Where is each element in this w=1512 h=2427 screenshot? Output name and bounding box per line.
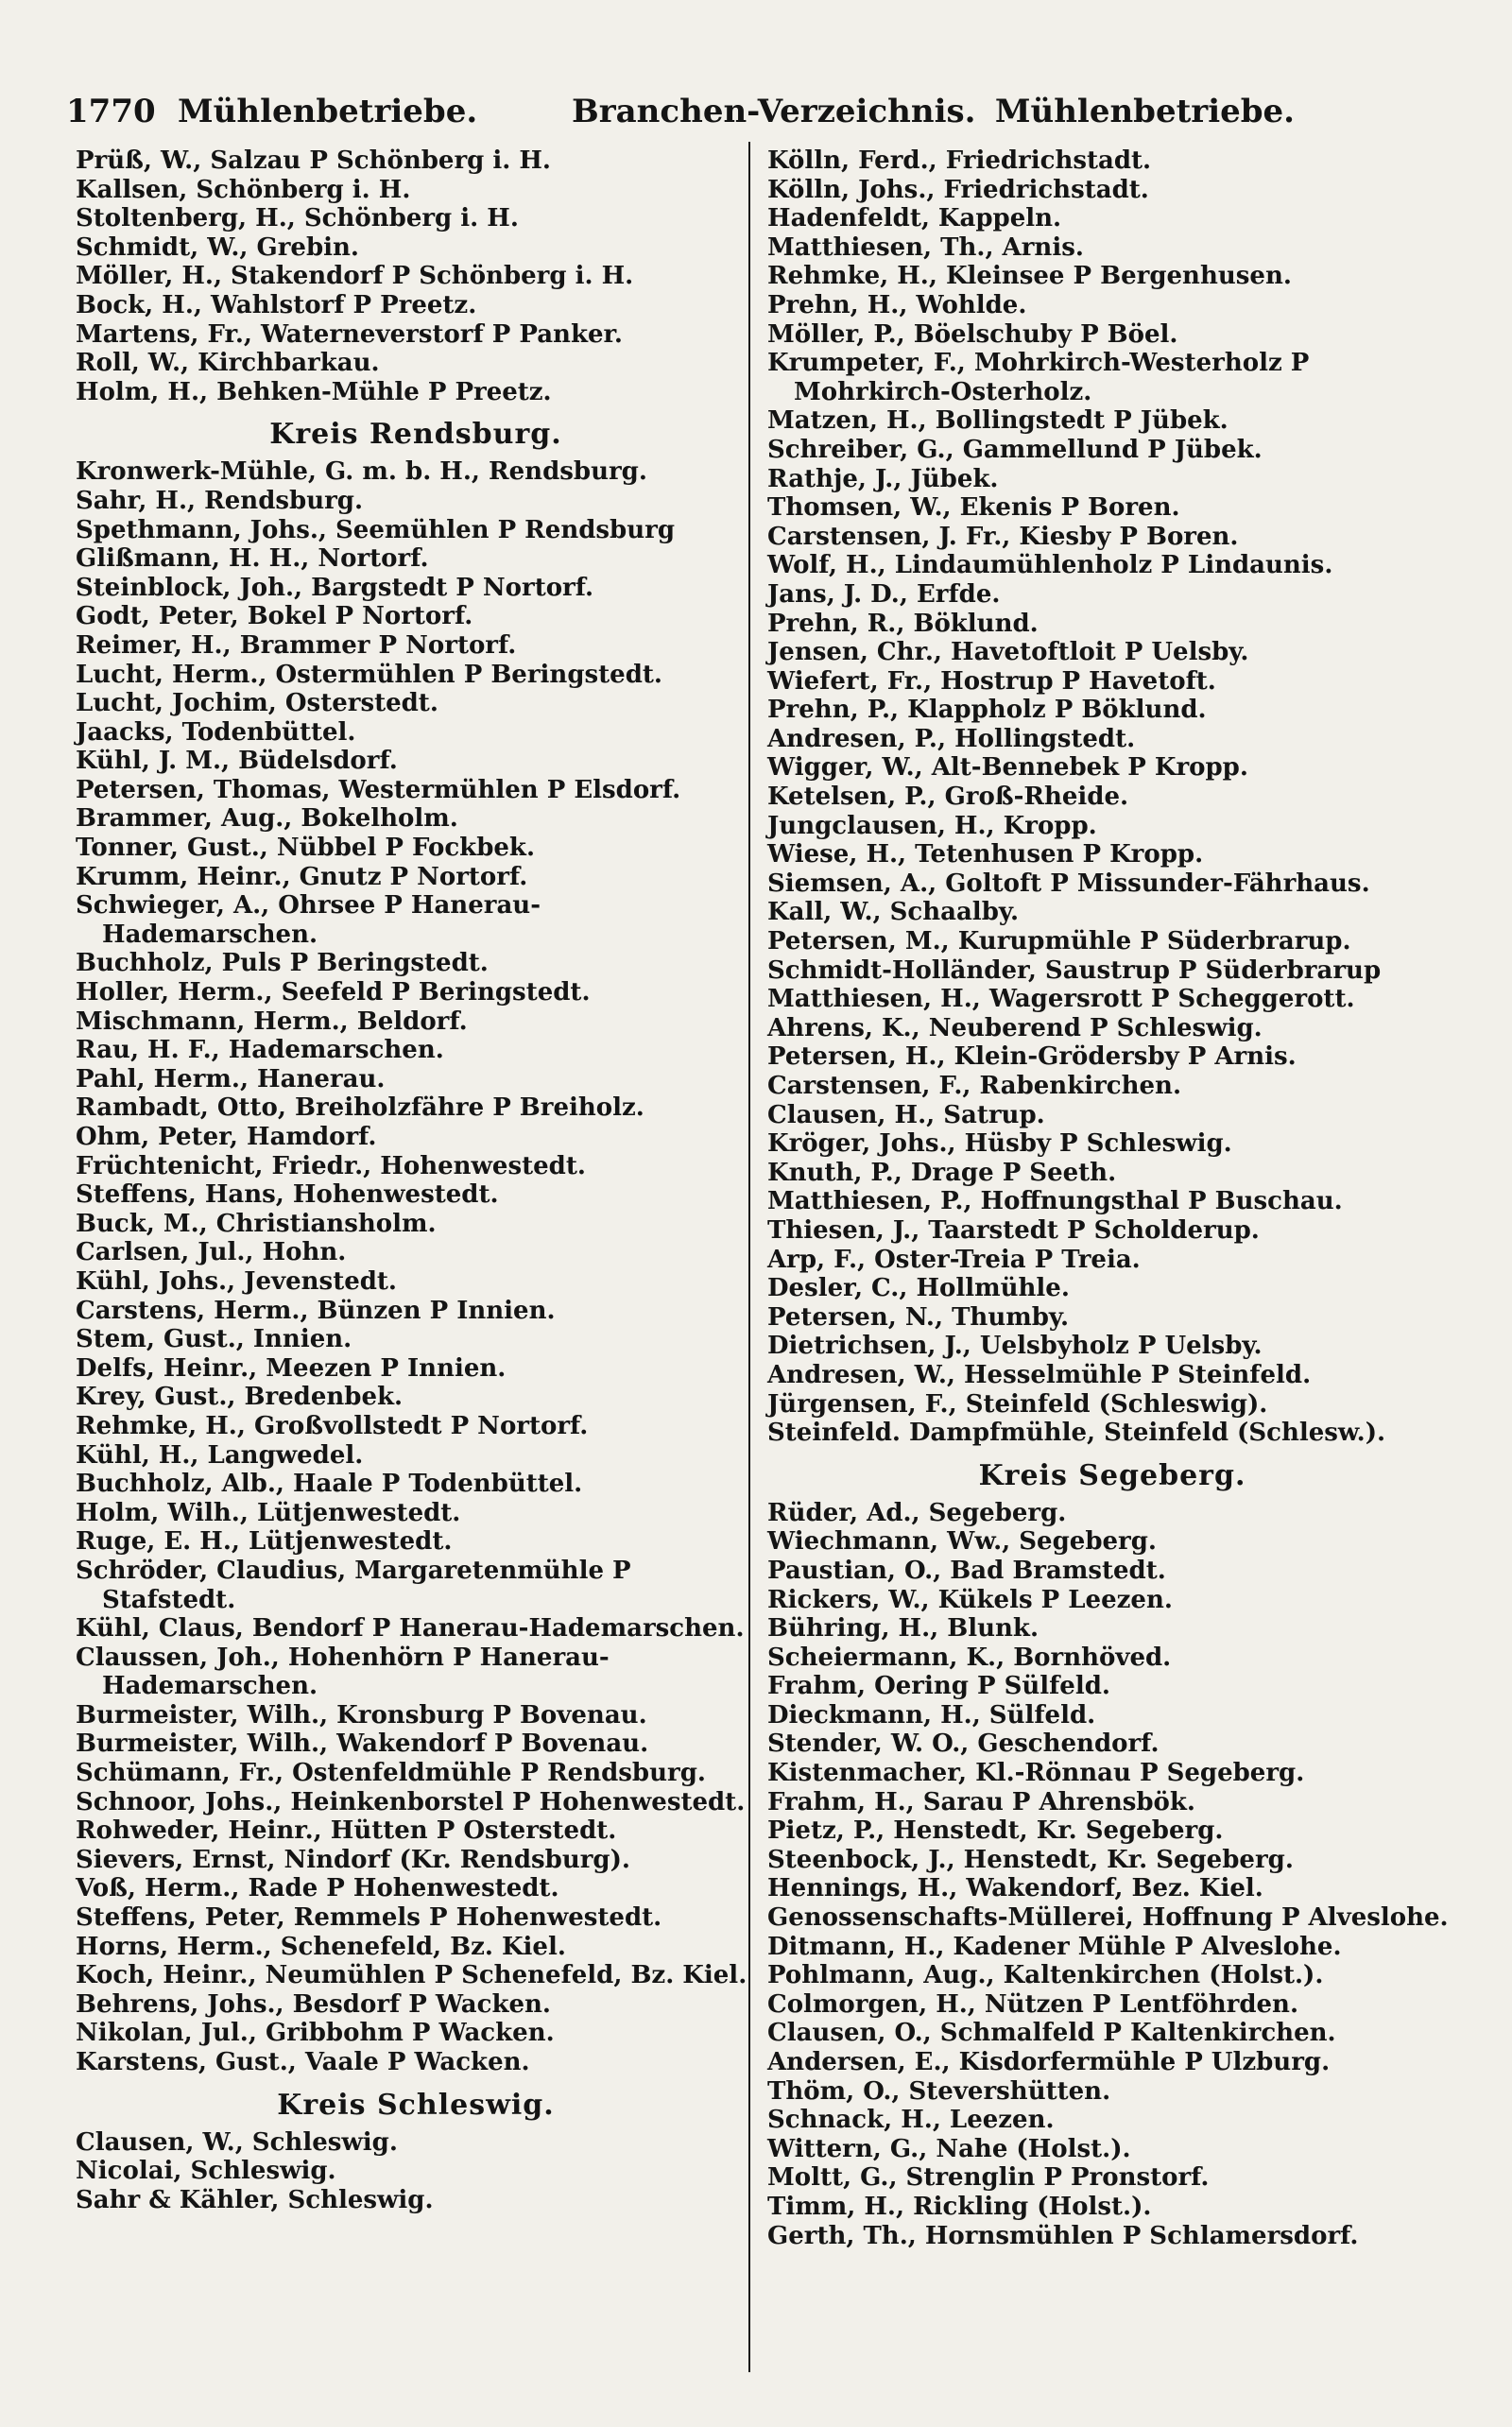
directory-entry: Glißmann, H. H., Nortorf. [76, 544, 429, 574]
directory-entry: Möller, H., Stakendorf P Schönberg i. H. [76, 262, 634, 291]
directory-entry: Brammer, Aug., Bokelholm. [76, 804, 458, 834]
directory-entry: Paustian, O., Bad Bramstedt. [767, 1556, 1166, 1585]
directory-entry: Roll, W., Kirchbarkau. [76, 349, 380, 378]
directory-entry: Holler, Herm., Seefeld P Beringstedt. [76, 978, 591, 1007]
directory-entry: Lucht, Jochim, Osterstedt. [76, 689, 438, 718]
directory-entry: Jensen, Chr., Havetoftloit P Uelsby. [767, 638, 1249, 667]
directory-entry: Desler, C., Hollmühle. [767, 1274, 1070, 1303]
directory-entry: Horns, Herm., Schenefeld, Bz. Kiel. [76, 1932, 566, 1961]
directory-entry: Wigger, W., Alt-Bennebek P Kropp. [767, 753, 1248, 783]
directory-entry: Andresen, P., Hollingstedt. [767, 724, 1136, 753]
directory-entry: Thomsen, W., Ekenis P Boren. [767, 493, 1180, 523]
directory-entry: Prüß, W., Salzau P Schönberg i. H. [76, 146, 551, 175]
directory-entry: Carstensen, J. Fr., Kiesby P Boren. [767, 522, 1239, 551]
directory-entry: Petersen, M., Kurupmühle P Süderbrarup. [767, 927, 1351, 956]
directory-entry: Schröder, Claudius, Margaretenmühle P Stafstedt. [76, 1556, 631, 1614]
directory-entry: Buchholz, Puls P Beringstedt. [76, 949, 489, 978]
directory-entry: Martens, Fr., Waterneverstorf P Panker. [76, 319, 623, 349]
directory-entry: Carlsen, Jul., Hohn. [76, 1238, 347, 1267]
directory-entry: Krumm, Heinr., Gnutz P Nortorf. [76, 862, 528, 891]
directory-entry: Ketelsen, P., Groß-Rheide. [767, 783, 1129, 812]
directory-entry: Jaacks, Todenbüttel. [76, 717, 356, 747]
left-column [76, 146, 756, 2214]
directory-entry: Delfs, Heinr., Meezen P Innien. [76, 1353, 507, 1383]
directory-entry: Sahr, H., Rendsburg. [76, 486, 364, 515]
directory-entry: Rohweder, Heinr., Hütten P Osterstedt. [76, 1816, 617, 1846]
directory-entry: Genossenschafts-Müllerei, Hoffnung P Alveslohe. [767, 1903, 1449, 1933]
directory-entry: Schnack, H., Leezen. [767, 2106, 1055, 2135]
directory-entry: Jans, J. D., Erfde. [767, 579, 1001, 609]
directory-entry: Colmorgen, H., Nützen P Lentföhrden. [767, 1989, 1298, 2019]
directory-entry: Steinblock, Joh., Bargstedt P Nortorf. [76, 573, 594, 602]
directory-entry: Petersen, N., Thumby. [767, 1302, 1070, 1332]
directory-entry: Frahm, Oering P Sülfeld. [767, 1672, 1110, 1701]
directory-entry: Arp, F., Oster-Treia P Treia. [767, 1245, 1141, 1274]
directory-entry: Wolf, H., Lindaumühlenholz P Lindaunis. [767, 551, 1333, 580]
directory-entry: Matthiesen, Th., Arnis. [767, 232, 1084, 262]
directory-entry: Kühl, H., Langwedel. [76, 1440, 364, 1470]
section-title-left: Mühlenbetriebe. [178, 93, 478, 130]
directory-entry: Kühl, J. M., Büdelsdorf. [76, 747, 398, 776]
directory-entry: Schwieger, A., Ohrsee P Hanerau-Hademarschen. [76, 891, 541, 949]
page-header [66, 87, 1295, 136]
directory-entry: Kölln, Ferd., Friedrichstadt. [767, 146, 1152, 175]
directory-entry: Wiese, H., Tetenhusen P Kropp. [767, 840, 1204, 869]
directory-entry: Buck, M., Christiansholm. [76, 1209, 437, 1238]
directory-entry: Clausen, H., Satrup. [767, 1100, 1045, 1129]
directory-entry: Godt, Peter, Bokel P Nortorf. [76, 602, 473, 631]
directory-entry: Ohm, Peter, Hamdorf. [76, 1123, 377, 1151]
directory-entry: Schreiber, G., Gammellund P Jübek. [767, 435, 1263, 464]
directory-entry: Wittern, G., Nahe (Holst.). [767, 2134, 1131, 2163]
directory-entry: Wiefert, Fr., Hostrup P Havetoft. [767, 666, 1216, 696]
directory-entry: Früchtenicht, Friedr., Hohenwestedt. [76, 1151, 586, 1180]
section-title-right: Mühlenbetriebe. [994, 93, 1295, 130]
directory-entry: Krey, Gust., Bredenbek. [76, 1383, 404, 1412]
directory-entry: Ruge, E. H., Lütjenwestedt. [76, 1527, 453, 1557]
directory-entry: Stender, W. O., Geschendorf. [767, 1730, 1160, 1759]
directory-entry: Rüder, Ad., Segeberg. [767, 1498, 1067, 1527]
directory-entry: Kallsen, Schönberg i. H. [76, 175, 411, 204]
directory-entry: Lucht, Herm., Ostermühlen P Beringstedt. [76, 660, 662, 689]
directory-entry: Schmidt-Holländer, Saustrup P Süderbrarup [767, 955, 1382, 985]
directory-entry: Andresen, W., Hesselmühle P Steinfeld. [767, 1360, 1312, 1389]
directory-entry: Clausen, O., Schmalfeld P Kaltenkirchen. [767, 2019, 1336, 2048]
directory-entry: Petersen, H., Klein-Grödersby P Arnis. [767, 1042, 1297, 1072]
directory-entry: Holm, H., Behken-Mühle P Preetz. [76, 377, 552, 406]
directory-entry: Kühl, Claus, Bendorf P Hanerau-Hademarschen. [76, 1614, 745, 1644]
directory-entry: Hadenfeldt, Kappeln. [767, 204, 1062, 233]
directory-entry: Jürgensen, F., Steinfeld (Schleswig). [767, 1389, 1268, 1419]
directory-entry: Pietz, P., Henstedt, Kr. Segeberg. [767, 1816, 1224, 1846]
directory-entry: Kistenmacher, Kl.-Rönnau P Segeberg. [767, 1759, 1305, 1788]
directory-entry: Rickers, W., Kükels P Leezen. [767, 1585, 1173, 1614]
directory-entry: Hennings, H., Wakendorf, Bez. Kiel. [767, 1874, 1263, 1903]
directory-entry: Carstens, Herm., Bünzen P Innien. [76, 1296, 556, 1325]
district-heading: Kreis Rendsburg. [269, 418, 562, 452]
directory-entry: Kall, W., Schaalby. [767, 898, 1020, 927]
directory-entry: Koch, Heinr., Neumühlen P Schenefeld, Bz. Kiel. [76, 1961, 747, 1990]
directory-entry: Pahl, Herm., Hanerau. [76, 1064, 386, 1093]
directory-entry: Schümann, Fr., Ostenfeldmühle P Rendsburg. [76, 1759, 706, 1788]
directory-entry: Kölln, Johs., Friedrichstadt. [767, 175, 1149, 204]
directory-entry: Stoltenberg, H., Schönberg i. H. [76, 204, 519, 233]
directory-title: Branchen-Verzeichnis. [572, 93, 976, 130]
directory-entry: Thöm, O., Stevershütten. [767, 2076, 1111, 2106]
directory-entry: Timm, H., Rickling (Holst.). [767, 2192, 1152, 2221]
directory-entry: Petersen, Thomas, Westermühlen P Elsdorf. [76, 775, 681, 804]
directory-entry: Matthiesen, P., Hoffnungsthal P Buschau. [767, 1187, 1343, 1216]
directory-entry: Reimer, H., Brammer P Nortorf. [76, 630, 517, 660]
directory-entry: Frahm, H., Sarau P Ahrensbök. [767, 1787, 1195, 1816]
directory-entry: Nikolan, Jul., Gribbohm P Wacken. [76, 2019, 555, 2048]
directory-entry: Clausen, W., Schleswig. [76, 2127, 398, 2157]
directory-entry: Rathje, J., Jübek. [767, 464, 999, 493]
directory-entry: Sahr & Kähler, Schleswig. [76, 2185, 434, 2214]
directory-entry: Rehmke, H., Kleinsee P Bergenhusen. [767, 262, 1292, 291]
directory-entry: Krumpeter, F., Mohrkirch-Westerholz P Mohrkirch-Osterholz. [767, 349, 1310, 406]
directory-entry: Kronwerk-Mühle, G. m. b. H., Rendsburg. [76, 457, 647, 487]
directory-entry: Sievers, Ernst, Nindorf (Kr. Rendsburg). [76, 1845, 630, 1874]
directory-entry: Carstensen, F., Rabenkirchen. [767, 1072, 1182, 1100]
directory-entry: Holm, Wilh., Lütjenwestedt. [76, 1498, 461, 1527]
directory-entry: Prehn, R., Böklund. [767, 609, 1039, 638]
directory-entry: Bock, H., Wahlstorf P Preetz. [76, 290, 477, 319]
directory-entry: Behrens, Johs., Besdorf P Wacken. [76, 1989, 551, 2019]
directory-entry: Rehmke, H., Großvollstedt P Nortorf. [76, 1411, 589, 1440]
directory-entry: Steinfeld. Dampfmühle, Steinfeld (Schlesw.). [767, 1419, 1386, 1448]
directory-entry: Nicolai, Schleswig. [76, 2157, 336, 2186]
page-number: 1770 [66, 93, 156, 130]
directory-entry: Matzen, H., Bollingstedt P Jübek. [767, 406, 1228, 436]
directory-entry: Möller, P., Böelschuby P Böel. [767, 319, 1178, 349]
directory-entry: Steffens, Hans, Hohenwestedt. [76, 1180, 499, 1210]
directory-entry: Steenbock, J., Henstedt, Kr. Segeberg. [767, 1845, 1294, 1874]
directory-entry: Prehn, H., Wohlde. [767, 290, 1027, 319]
directory-entry: Thiesen, J., Taarstedt P Scholderup. [767, 1215, 1260, 1245]
directory-entry: Stem, Gust., Innien. [76, 1325, 352, 1354]
directory-entry: Kühl, Johs., Jevenstedt. [76, 1266, 397, 1296]
directory-entry: Claussen, Joh., Hohenhörn P Hanerau-Hademarschen. [76, 1643, 610, 1701]
directory-entry: Gerth, Th., Hornsmühlen P Schlamersdorf. [767, 2221, 1359, 2250]
directory-entry: Buchholz, Alb., Haale P Todenbüttel. [76, 1470, 583, 1499]
right-column [767, 146, 1457, 2250]
directory-entry: Scheiermann, K., Bornhöved. [767, 1643, 1172, 1672]
directory-entry: Schnoor, Johs., Heinkenborstel P Hohenwestedt. [76, 1787, 746, 1816]
directory-entry: Kröger, Johs., Hüsby P Schleswig. [767, 1129, 1232, 1159]
directory-entry: Steffens, Peter, Remmels P Hohenwestedt. [76, 1903, 662, 1933]
directory-entry: Moltt, G., Strenglin P Pronstorf. [767, 2163, 1210, 2193]
directory-entry: Mischmann, Herm., Beldorf. [76, 1007, 468, 1036]
directory-entry: Wiechmann, Ww., Segeberg. [767, 1527, 1157, 1557]
directory-entry: Knuth, P., Drage P Seeth. [767, 1158, 1117, 1187]
directory-entry: Schmidt, W., Grebin. [76, 232, 359, 262]
directory-entry: Dieckmann, H., Sülfeld. [767, 1700, 1096, 1730]
directory-entry: Bühring, H., Blunk. [767, 1614, 1039, 1644]
directory-entry: Tonner, Gust., Nübbel P Fockbek. [76, 834, 535, 863]
directory-entry: Dietrichsen, J., Uelsbyholz P Uelsby. [767, 1332, 1263, 1361]
directory-entry: Matthiesen, H., Wagersrott P Scheggerott. [767, 985, 1355, 1014]
directory-entry: Siemsen, A., Goltoft P Missunder-Fährhaus. [767, 869, 1370, 898]
directory-entry: Prehn, P., Klappholz P Böklund. [767, 696, 1207, 725]
directory-entry: Rambadt, Otto, Breiholzfähre P Breiholz. [76, 1093, 644, 1123]
directory-entry: Burmeister, Wilh., Wakendorf P Bovenau. [76, 1730, 649, 1759]
directory-entry: Andersen, E., Kisdorfermühle P Ulzburg. [767, 2048, 1331, 2076]
directory-entry: Rau, H. F., Hademarschen. [76, 1036, 444, 1065]
directory-entry: Karstens, Gust., Vaale P Wacken. [76, 2048, 530, 2076]
district-heading: Kreis Schleswig. [277, 2088, 555, 2122]
directory-entry: Jungclausen, H., Kropp. [767, 811, 1097, 840]
directory-entry: Spethmann, Johs., Seemühlen P Rendsburg [76, 515, 676, 544]
directory-entry: Ditmann, H., Kadener Mühle P Alveslohe. [767, 1932, 1342, 1961]
directory-entry: Burmeister, Wilh., Kronsburg P Bovenau. [76, 1700, 647, 1730]
directory-entry: Ahrens, K., Neuberend P Schleswig. [767, 1013, 1263, 1042]
directory-entry: Pohlmann, Aug., Kaltenkirchen (Holst.). [767, 1961, 1324, 1990]
directory-entry: Voß, Herm., Rade P Hohenwestedt. [76, 1874, 559, 1903]
district-heading: Kreis Segeberg. [978, 1458, 1246, 1492]
